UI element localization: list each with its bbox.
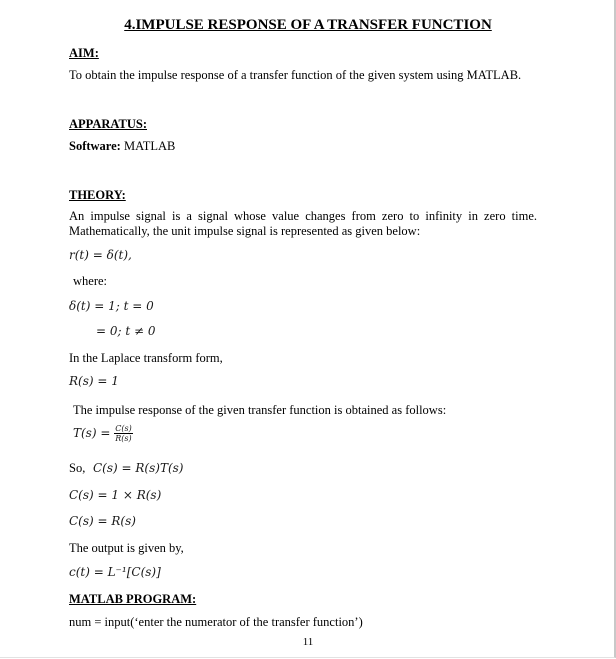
equation-r-t: r(t) = δ(t), bbox=[69, 248, 132, 262]
software-label: Software: bbox=[69, 139, 121, 153]
tf-lhs: T(s) = bbox=[73, 426, 115, 440]
equation-C-2: C(s) = 1 × R(s) bbox=[69, 488, 162, 502]
impulse-intro: The impulse response of the given transfer function is obtained as follows: bbox=[73, 403, 447, 417]
equation-delta-1: δ(t) = 1; t = 0 bbox=[69, 299, 154, 313]
theory-para-line2: Mathematically, the unit impulse signal is represented as given below: bbox=[69, 224, 421, 238]
laplace-intro: In the Laplace transform form, bbox=[69, 351, 223, 365]
software-line bbox=[69, 139, 175, 154]
aim-heading: AIM: bbox=[69, 46, 99, 60]
so-label: So, bbox=[69, 461, 86, 475]
page-number: 11 bbox=[302, 636, 314, 648]
equation-C-1: C(s) = R(s)T(s) bbox=[93, 461, 184, 475]
output-intro: The output is given by, bbox=[69, 541, 184, 555]
matlab-code-line: num = input(‘enter the numerator of the transfer function’) bbox=[69, 615, 363, 629]
equation-C-3: C(s) = R(s) bbox=[69, 514, 136, 528]
equation-c-t: c(t) = L⁻¹[C(s)] bbox=[69, 565, 161, 579]
equation-transfer-function bbox=[73, 424, 133, 443]
aim-text: To obtain the impulse response of a transfer function of the given system using MATLAB. bbox=[69, 68, 522, 82]
tf-denominator: R(s) bbox=[115, 434, 132, 443]
software-value: MATLAB bbox=[120, 139, 176, 153]
page-title: 4.IMPULSE RESPONSE OF A TRANSFER FUNCTION bbox=[124, 17, 492, 33]
theory-heading: THEORY: bbox=[69, 188, 126, 202]
equation-delta-2: = 0; t ≠ 0 bbox=[96, 324, 156, 338]
matlab-heading: MATLAB PROGRAM: bbox=[69, 592, 197, 606]
equation-R-s: R(s) = 1 bbox=[69, 374, 119, 388]
tf-numerator: C(s) bbox=[115, 424, 132, 433]
theory-para-line1: An impulse signal is a signal whose value changes from zero to infinity in zero time. bbox=[69, 209, 537, 223]
tf-fraction bbox=[114, 424, 132, 443]
apparatus-heading: APPARATUS: bbox=[69, 117, 148, 131]
where-label: where: bbox=[73, 274, 108, 288]
